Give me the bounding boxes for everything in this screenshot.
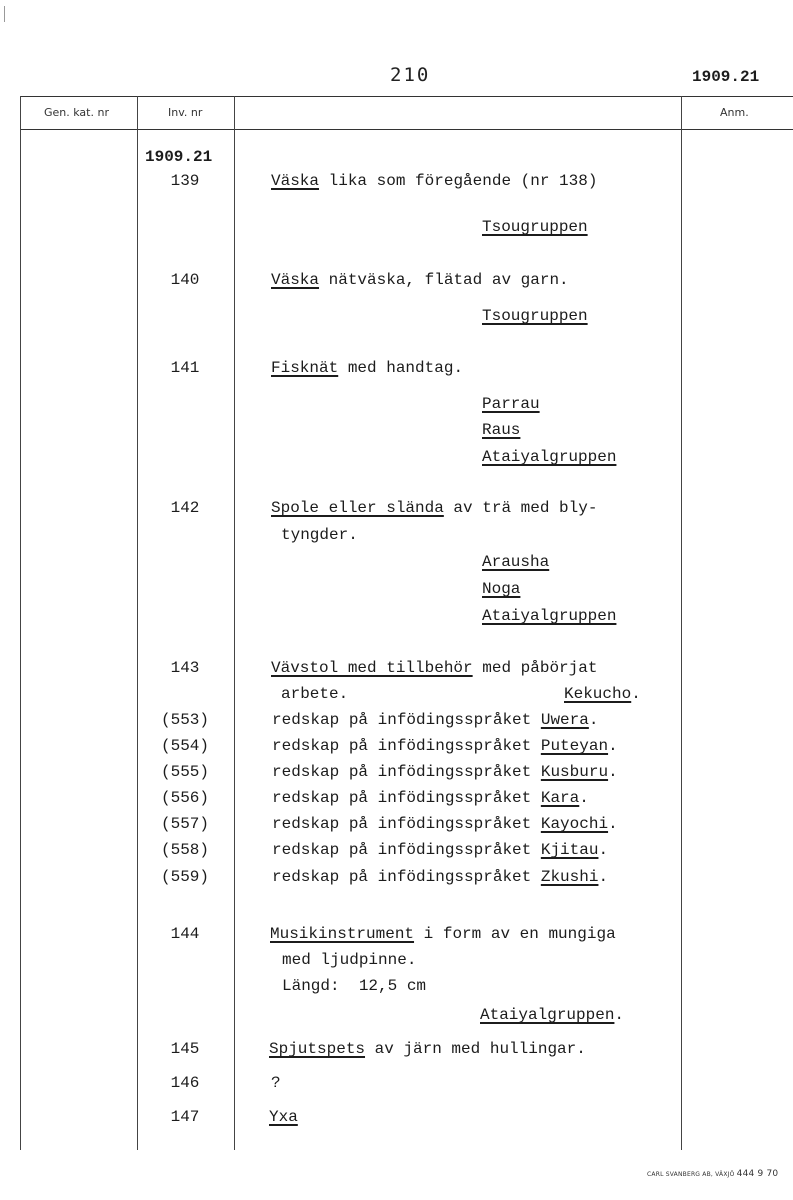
ethnic-group: Tsougruppen	[482, 307, 588, 325]
sub-description	[272, 789, 589, 807]
place-name: Raus	[482, 421, 521, 439]
sub-text: redskap på infödingsspråket	[272, 868, 541, 886]
sub-description	[272, 815, 618, 833]
entry-description	[271, 659, 597, 677]
sub-suffix: .	[608, 763, 618, 781]
entry-description	[271, 172, 597, 190]
place-name: Parrau	[482, 395, 540, 413]
length-measurement: Längd: 12,5 cm	[282, 977, 427, 995]
inv-number: 142	[170, 499, 200, 517]
accession-number: 1909.21	[692, 68, 760, 86]
table-left-border	[20, 96, 21, 1150]
item-text: av järn med hullingar.	[365, 1040, 586, 1058]
native-term: Uwera	[540, 711, 589, 729]
item-name: Spjutspets	[269, 1040, 366, 1058]
inv-number: 146	[170, 1074, 200, 1092]
sub-suffix: .	[579, 789, 589, 807]
sub-text: redskap på infödingsspråket	[272, 815, 541, 833]
place-name-line	[564, 685, 641, 703]
column-divider-inv-desc	[234, 96, 235, 1150]
entry-description-cont: tyngder.	[281, 526, 358, 544]
ethnic-group: Tsougruppen	[482, 218, 588, 236]
printer-name: CARL SVANBERG AB, VÄXJÖ	[647, 1171, 735, 1178]
header-bottom-rule	[20, 129, 793, 130]
sub-description	[272, 841, 608, 859]
item-text: lika som föregående (nr 138)	[319, 172, 598, 190]
form-number: 444 9 70	[736, 1169, 779, 1179]
place-name: Kekucho	[564, 685, 632, 703]
header-top-rule	[20, 96, 793, 97]
sub-text: redskap på infödingsspråket	[272, 737, 541, 755]
sub-suffix: .	[588, 711, 599, 729]
column-divider-desc-anm	[681, 96, 682, 1150]
item-text: nätväska, flätad av garn.	[319, 271, 569, 289]
sub-number: (559)	[160, 868, 209, 886]
group-suffix: .	[614, 1006, 625, 1024]
inv-series-prefix: 1909.21	[145, 148, 213, 166]
sub-description	[272, 763, 618, 781]
item-name: Yxa	[269, 1108, 298, 1126]
inv-number: 147	[170, 1108, 200, 1126]
inv-number: 143	[170, 659, 200, 677]
place-name: Noga	[482, 580, 521, 598]
entry-description-cont: med ljudpinne.	[282, 951, 417, 969]
entry-description	[271, 359, 463, 377]
item-name: Spole eller slända	[271, 499, 444, 517]
ethnic-group: Ataiyalgruppen	[482, 448, 617, 466]
inv-number: 145	[170, 1040, 200, 1058]
inv-number: 139	[170, 172, 200, 190]
ethnic-group: Ataiyalgruppen	[482, 607, 617, 625]
column-header-inv-nr: Inv. nr	[168, 106, 203, 119]
inv-number: 141	[170, 359, 200, 377]
item-name: Väska	[271, 271, 320, 289]
page-number: 210	[390, 64, 431, 86]
sub-description	[272, 737, 618, 755]
margin-mark	[4, 6, 5, 22]
native-term: Kjitau	[540, 841, 599, 859]
item-name: Musikinstrument	[270, 925, 415, 943]
sub-description	[272, 868, 608, 886]
sub-text: redskap på infödingsspråket	[272, 841, 541, 859]
item-text: med påbörjat	[472, 659, 598, 677]
sub-suffix: .	[598, 841, 609, 859]
native-term: Kusburu	[540, 763, 609, 781]
inv-number: 140	[170, 271, 200, 289]
item-text: av trä med bly-	[443, 499, 598, 517]
sub-number: (553)	[160, 711, 209, 729]
sub-number: (556)	[160, 789, 209, 807]
native-term: Kayochi	[540, 815, 609, 833]
entry-description-cont: arbete.	[281, 685, 349, 703]
item-name: Väska	[271, 172, 320, 190]
item-name: Vävstol med tillbehör	[271, 659, 473, 677]
sub-text: redskap på infödingsspråket	[272, 763, 541, 781]
inv-number: 144	[170, 925, 200, 943]
item-name: Fisknät	[271, 359, 339, 377]
sub-number: (557)	[160, 815, 209, 833]
printer-imprint	[647, 1169, 778, 1179]
native-term: Zkushi	[540, 868, 599, 886]
column-header-gen-kat-nr: Gen. kat. nr	[44, 106, 109, 119]
sub-number: (558)	[160, 841, 209, 859]
sub-number: (555)	[160, 763, 209, 781]
native-term: Kara	[540, 789, 580, 807]
entry-description	[271, 271, 569, 289]
entry-description	[270, 925, 616, 943]
entry-description	[269, 1040, 586, 1058]
sub-suffix: .	[608, 815, 618, 833]
sub-text: redskap på infödingsspråket	[272, 711, 541, 729]
native-term: Puteyan	[540, 737, 609, 755]
sub-suffix: .	[598, 868, 609, 886]
item-text: med handtag.	[338, 359, 464, 377]
entry-description	[271, 499, 597, 517]
entry-description: ?	[271, 1074, 281, 1092]
column-divider-gen-inv	[137, 96, 138, 1150]
place-suffix: .	[631, 685, 641, 703]
item-text: i form av en mungiga	[414, 925, 616, 943]
column-header-anm: Anm.	[720, 106, 749, 119]
place-name: Arausha	[482, 553, 550, 571]
ethnic-group-line	[480, 1006, 624, 1024]
sub-number: (554)	[160, 737, 209, 755]
sub-suffix: .	[608, 737, 618, 755]
ethnic-group: Ataiyalgruppen	[480, 1006, 615, 1024]
sub-text: redskap på infödingsspråket	[272, 789, 541, 807]
sub-description	[272, 711, 598, 729]
